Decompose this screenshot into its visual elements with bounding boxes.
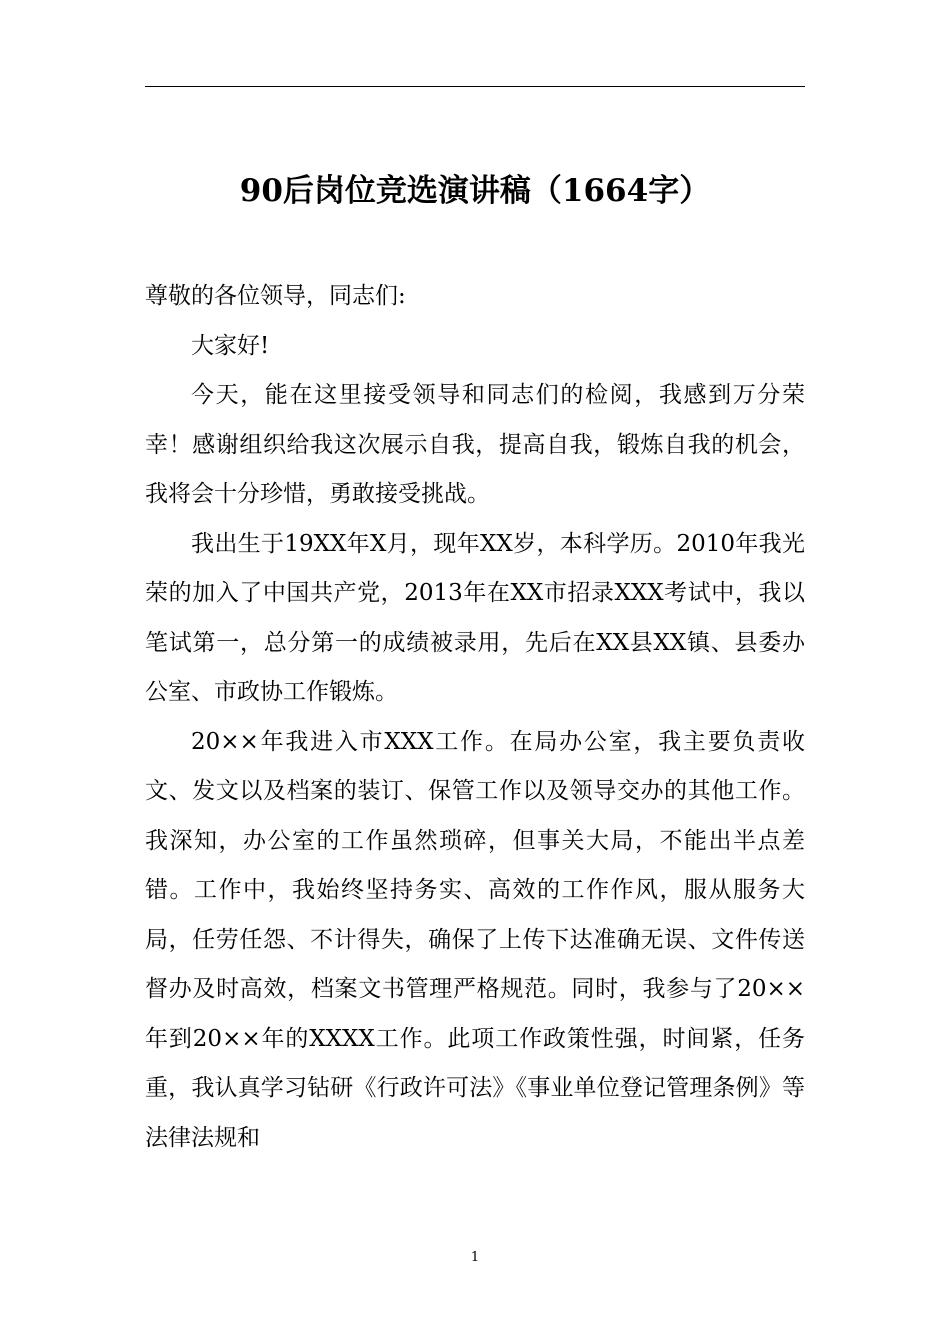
paragraph-1: 今天，能在这里接受领导和同志们的检阅，我感到万分荣幸！感谢组织给我这次展示自我，提高自我，锻炼自我的机会，我将会十分珍惜，勇敢接受挑战。 (145, 382, 805, 507)
paragraph-2: 我出生于19XX年X月，现年XX岁，本科学历。2010年我光荣的加入了中国共产党，2013年在XX市招录XXX考试中，我以笔试第一，总分第一的成绩被录用，先后在XX县XX镇、县委办公室、市政协工作锻炼。 (145, 530, 805, 705)
header-rule (145, 86, 805, 87)
document-body (145, 272, 805, 1163)
paragraph-3: 20××年我进入市XXX工作。在局办公室，我主要负责收文、发文以及档案的装订、保管工作以及领导交办的其他工作。我深知，办公室的工作虽然琐碎，但事关大局，不能出半点差错。工作中，我始终坚持务实、高效的工作作风，服从服务大局，任劳任怨、不计得失，确保了上传下达准确无误、文件传送督办及时高效，档案文书管理严格规范。同时，我参与了20××年到20××年的XXXX工作。此项工作政策性强，时间紧，任务重，我认真学习钻研《行政许可法》《事业单位登记管理条例》等法律法规和 (145, 728, 805, 1151)
salutation: 尊敬的各位领导，同志们: (145, 283, 406, 309)
document-title: 90后岗位竞选演讲稿（1664字） (239, 173, 711, 209)
page-number: 1 (470, 1250, 480, 1265)
greeting: 大家好! (191, 332, 270, 359)
